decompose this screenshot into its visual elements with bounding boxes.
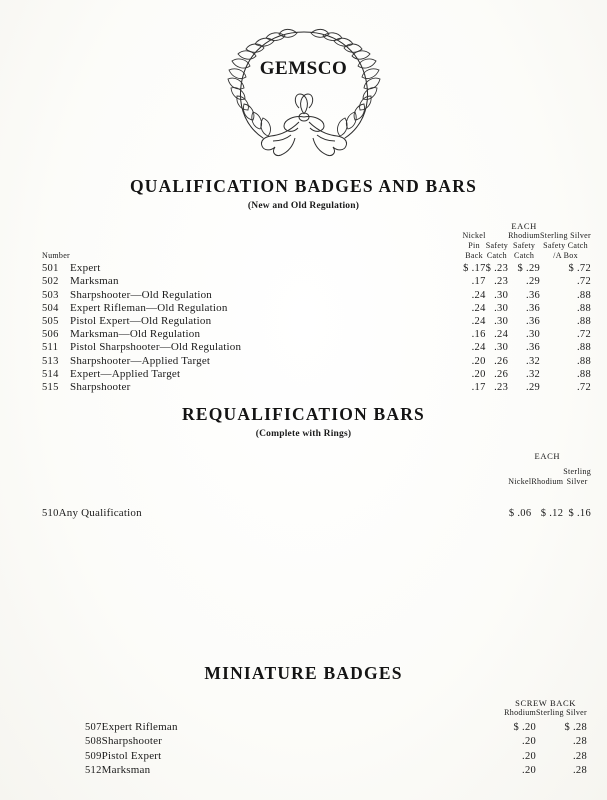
- group-header-screw-back: SCREW BACK: [515, 698, 577, 708]
- table-row: [42, 287, 591, 300]
- column-header-row: [42, 467, 591, 487]
- price-sterling-safety-catch: .72: [576, 381, 591, 393]
- column-header-sterling-safety-catch: [540, 241, 591, 261]
- price-rhodium-safety-catch: .36: [526, 342, 541, 354]
- row-description-label: Expert Rifleman: [101, 720, 178, 733]
- column-header-sterling-silver: Sterling Silver: [536, 708, 587, 717]
- table-row: [42, 353, 591, 366]
- price-nickel-safety-catch: .26: [494, 355, 509, 367]
- price-sterling-silver: .28: [572, 765, 587, 776]
- column-header-rhodium-safety-catch: [508, 241, 540, 261]
- row-number: 503: [42, 289, 59, 301]
- row-description: [102, 733, 505, 748]
- row-description: [102, 762, 505, 777]
- row-number: 507: [85, 721, 102, 733]
- column-header-row: [42, 241, 591, 261]
- row-description: [70, 353, 463, 366]
- row-description-label: Sharpshooter—Applied Target: [70, 354, 211, 367]
- row-description: [70, 367, 463, 380]
- table-row: [42, 314, 591, 327]
- row-description: [70, 287, 463, 300]
- table-row: [42, 380, 591, 393]
- price-rhodium-safety-catch: .32: [526, 368, 541, 380]
- price-sterling-safety-catch: .72: [576, 276, 591, 288]
- laurel-wreath-icon: [219, 18, 389, 168]
- price-nickel-pin-back: .24: [471, 302, 486, 314]
- price-nickel-safety-catch: .30: [494, 302, 509, 314]
- price-nickel-pin-back: .17: [471, 276, 486, 288]
- column-header-pin-back: [463, 241, 486, 261]
- price-rhodium-safety-catch: .36: [526, 315, 541, 327]
- section-title-requalification: REQUALIFICATION BARS: [182, 404, 425, 424]
- price-rhodium: .20: [522, 765, 537, 776]
- row-description-label: Pistol Expert: [101, 749, 162, 762]
- row-description: [102, 718, 505, 733]
- section-qualification-badges: [0, 176, 607, 393]
- price-nickel-safety-catch: .30: [494, 315, 509, 327]
- table-row: [42, 274, 591, 287]
- price-sterling-safety-catch: .88: [576, 368, 591, 380]
- requalification-price-table: [42, 451, 591, 519]
- spacer-row: [42, 487, 591, 503]
- price-sterling-silver: .28: [572, 736, 587, 747]
- row-description-label: Sharpshooter—Old Regulation: [70, 288, 212, 301]
- price-rhodium: $ .20: [513, 721, 537, 733]
- row-number: 506: [42, 329, 59, 341]
- row-description-label: Marksman—Old Regulation: [70, 328, 201, 341]
- row-description: [70, 380, 463, 393]
- qualification-table-body: [42, 261, 591, 393]
- row-description-label: Pistol Sharpshooter—Old Regulation: [70, 341, 242, 354]
- logo-wordmark: GEMSCO: [259, 58, 348, 79]
- row-number: 509: [85, 750, 102, 762]
- column-header-sterling-line1: Sterling: [563, 467, 591, 476]
- row-number: 513: [42, 355, 59, 367]
- group-header-each: EACH: [511, 221, 537, 231]
- column-header-sterling-silver: [563, 467, 591, 487]
- column-header-pin-back-line2: Back: [465, 251, 483, 260]
- row-number: 515: [42, 381, 59, 393]
- row-number: 512: [85, 765, 102, 776]
- price-nickel-safety-catch: .30: [494, 289, 509, 301]
- miniature-table-body: [85, 718, 587, 776]
- row-number: 514: [42, 368, 59, 380]
- row-description-label: Expert—Applied Target: [70, 367, 181, 380]
- column-header-sterling-line1: Sterling Silver: [540, 231, 591, 240]
- section-title-miniature: MINIATURE BADGES: [204, 663, 403, 683]
- price-rhodium-safety-catch: .30: [526, 329, 541, 341]
- price-nickel-pin-back: .16: [471, 329, 486, 341]
- price-sterling-safety-catch: .72: [576, 329, 591, 341]
- section-miniature-badges: [0, 663, 607, 776]
- group-header-row: [42, 221, 591, 231]
- row-number: 501: [42, 263, 59, 275]
- table-row: [85, 733, 587, 748]
- column-header-nickel-safety-catch: [486, 241, 509, 261]
- price-rhodium: .20: [522, 750, 537, 762]
- column-header-sterling-line3: /A Box: [553, 251, 578, 260]
- row-description-label: Marksman: [70, 275, 119, 288]
- row-description-label: Sharpshooter: [101, 735, 163, 747]
- group-header-nickel: Nickel: [462, 231, 486, 240]
- row-number: 505: [42, 315, 59, 327]
- row-description-label: Expert: [70, 262, 101, 275]
- price-sterling-silver: $ .16: [568, 508, 591, 519]
- row-description: [59, 503, 509, 519]
- section-requalification-bars: [0, 404, 607, 519]
- column-header-row: [85, 708, 587, 718]
- table-row: [85, 762, 587, 777]
- price-nickel-pin-back: .24: [471, 315, 486, 327]
- group-header-each: EACH: [534, 451, 561, 461]
- column-header-rhodium: Rhodium: [531, 477, 564, 486]
- row-description-label: Marksman: [101, 764, 151, 776]
- row-number: 510: [42, 508, 59, 519]
- column-header-sterling-line2: Silver: [566, 477, 588, 486]
- column-header-nickel: Nickel: [508, 477, 532, 486]
- row-description: [70, 327, 463, 340]
- row-description-label: Expert Rifleman—Old Regulation: [70, 301, 228, 314]
- table-row: [42, 340, 591, 353]
- row-description: [70, 340, 463, 353]
- column-header-safety-line1: Safety: [485, 241, 509, 250]
- column-header-rhodium: Rhodium: [504, 708, 537, 717]
- price-nickel-safety-catch: .23: [494, 276, 509, 288]
- section-title-qualification: QUALIFICATION BADGES AND BARS: [129, 176, 478, 196]
- table-row: [42, 367, 591, 380]
- price-nickel-pin-back: .20: [471, 368, 486, 380]
- group-header-row: [85, 698, 587, 708]
- table-row: [85, 718, 587, 733]
- section-subtitle-qualification: (New and Old Regulation): [247, 201, 360, 211]
- table-row: [85, 747, 587, 762]
- price-rhodium-safety-catch: .36: [526, 289, 541, 301]
- row-description-label: Any Qualification: [58, 507, 142, 519]
- price-nickel-safety-catch: .23: [494, 381, 509, 393]
- price-nickel-pin-back: .17: [471, 381, 486, 393]
- price-nickel-safety-catch: .30: [494, 342, 509, 354]
- company-logo: [0, 18, 607, 173]
- row-description-label: Sharpshooter: [70, 380, 131, 393]
- price-rhodium-safety-catch: .29: [526, 276, 541, 288]
- price-sterling-safety-catch: .88: [576, 289, 591, 301]
- column-header-number: Number: [42, 251, 71, 260]
- miniature-price-table: [85, 698, 587, 776]
- row-description: [70, 274, 463, 287]
- price-sterling-safety-catch: .88: [576, 355, 591, 367]
- row-description: [70, 261, 463, 274]
- row-number: 511: [42, 342, 59, 354]
- qualification-price-table: [42, 221, 591, 393]
- nickel-group-row: [42, 231, 591, 241]
- price-nickel: $ .06: [508, 508, 532, 519]
- table-row: [42, 261, 591, 274]
- price-rhodium: $ .12: [540, 508, 564, 519]
- price-rhodium-safety-catch: .36: [526, 302, 541, 314]
- price-sterling-silver: .28: [572, 750, 587, 762]
- column-header-pin-back-line1: Pin: [468, 241, 480, 250]
- row-description: [70, 314, 463, 327]
- price-nickel-safety-catch: .26: [494, 368, 509, 380]
- price-sterling-safety-catch: $ .72: [568, 263, 591, 275]
- price-rhodium-safety-catch: .29: [526, 381, 541, 393]
- price-nickel-safety-catch: $ .23: [485, 263, 509, 275]
- logo-wreath-emblem: [219, 18, 389, 168]
- section-subtitle-requalification: (Complete with Rings): [255, 429, 352, 439]
- price-sterling-safety-catch: .88: [576, 342, 591, 354]
- price-nickel-safety-catch: .24: [494, 329, 509, 341]
- row-number: 504: [42, 302, 59, 314]
- column-header-rhodium-line3: Catch: [514, 251, 535, 260]
- row-number: 502: [42, 276, 59, 288]
- price-nickel-pin-back: .24: [471, 289, 486, 301]
- column-header-rhodium-line1: Rhodium: [508, 231, 541, 240]
- row-description-label: Pistol Expert—Old Regulation: [70, 314, 212, 327]
- column-header-rhodium-line2: Safety: [512, 241, 536, 250]
- requalification-table-body: [42, 487, 591, 519]
- price-sterling-silver: $ .28: [564, 721, 587, 733]
- price-rhodium-safety-catch: $ .29: [517, 263, 541, 275]
- row-description: [70, 301, 463, 314]
- row-number: 508: [85, 736, 102, 747]
- price-nickel-pin-back: .20: [471, 355, 486, 367]
- group-header-row: [42, 451, 591, 461]
- table-row: [42, 503, 591, 519]
- column-header-sterling-line2: Safety Catch: [543, 241, 588, 250]
- price-rhodium-safety-catch: .32: [526, 355, 541, 367]
- price-rhodium: .20: [522, 736, 537, 747]
- table-row: [42, 301, 591, 314]
- price-sterling-safety-catch: .88: [576, 302, 591, 314]
- price-nickel-pin-back: .24: [471, 342, 486, 354]
- column-header-safety-line2: Catch: [486, 251, 507, 260]
- row-description: [102, 747, 505, 762]
- price-sterling-safety-catch: .88: [576, 315, 591, 327]
- price-nickel-pin-back: $ .17: [463, 263, 486, 275]
- table-row: [42, 327, 591, 340]
